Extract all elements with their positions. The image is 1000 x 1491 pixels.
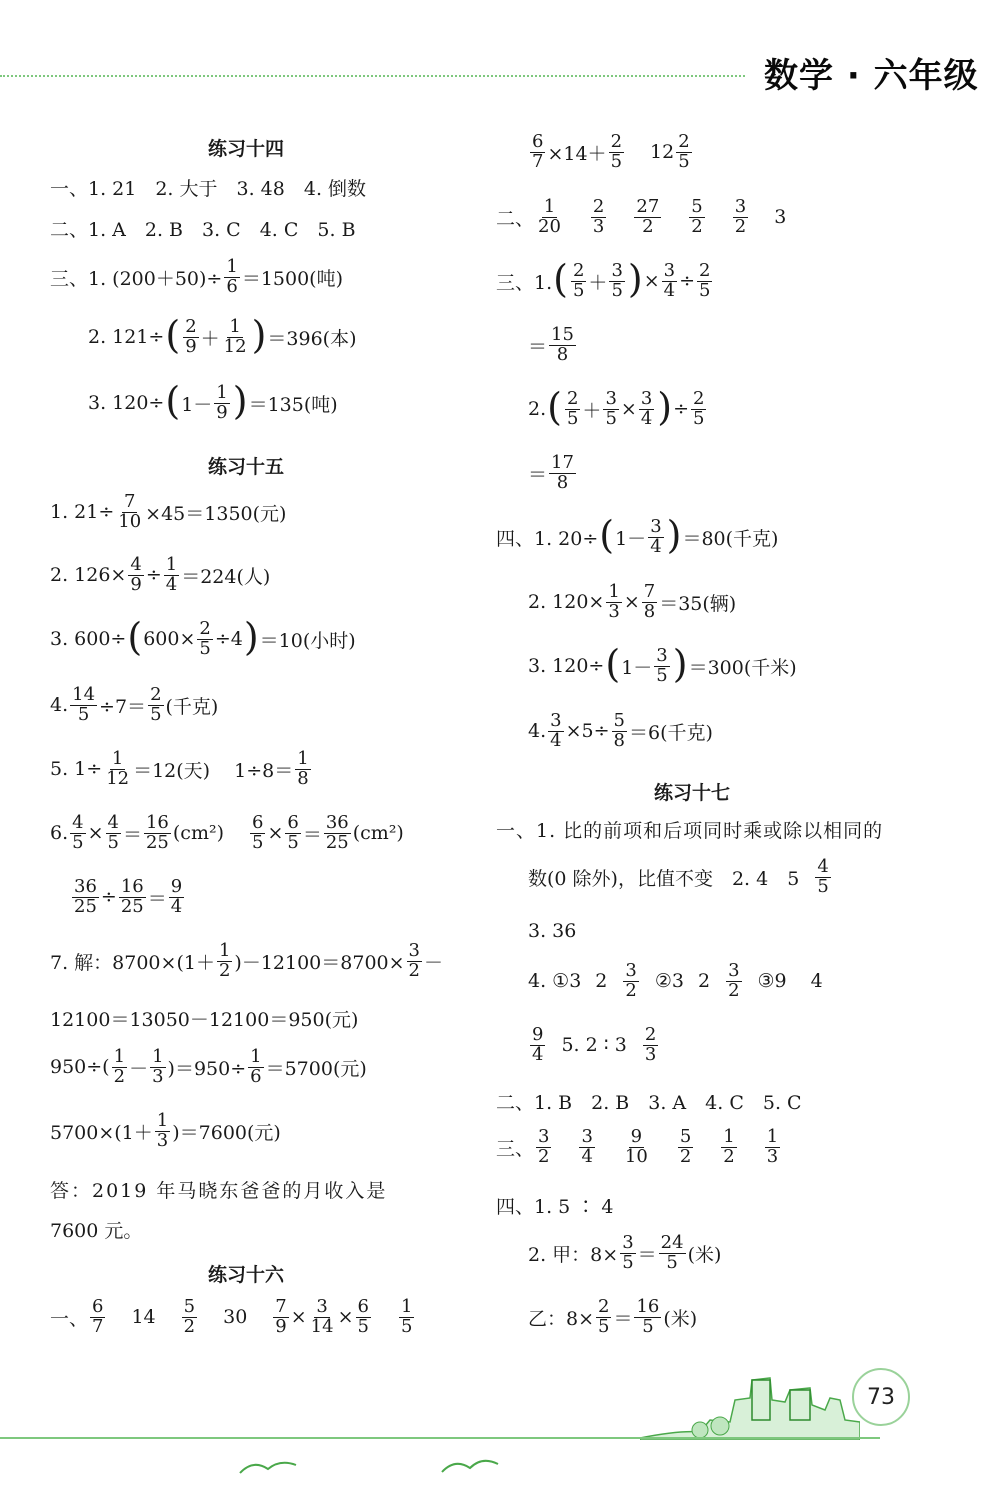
page-number: 73 [852,1368,910,1426]
answer-line: 答：2019 年马晓东爸爸的月收入是 [50,1180,388,1202]
equation-line: 2. ( 2 5 ＋ $\frac{3}{5}$ × $\frac{3}{4}$ ) ÷ $\frac{2}{5}$ [528,385,705,430]
equation-line: 4. $\frac{3}{4}$ ×5÷ $\frac{5}{8}$ ＝6(千克) [528,710,713,751]
equation-line: 12100＝13050－12100＝950(元) [50,1009,359,1031]
equation-line: 三、1. ( 2 5 ＋ 3 5 ) × $\frac{3}{4}$ ÷ $\frac{2}{5}$ [496,257,711,302]
equation-line: 9 4 5. 2 ∶ 3 2 3 [532,1024,657,1065]
equation-line: ＝ 15 8 [528,324,574,365]
equation-line: 7. 解：8700×(1＋ 1 2 )－12100＝8700× $\frac{3}{2}$ － [50,940,444,981]
page-header-title: 数学 · 六年级 [764,56,979,96]
equation-line: $\frac{6}{7}$ ×14＋ 2 5 12 2 5 [532,131,690,172]
section-title-16: 练习十六 [208,1264,285,1286]
city-illustration [640,1360,860,1440]
answer-line: 7600 元。 [50,1220,143,1242]
equation-line: 一、 6 7 14 5 2 30 $\frac{7}{9}$ × $\frac{3}{14}$ × $\frac{6}{5}$ 1 5 [50,1296,413,1337]
equation-line: 2. 甲：8× $\frac{3}{5}$ ＝ 24 5 (米) [528,1232,722,1273]
header-dotted-line [0,75,745,77]
answer-line: 四、1. 5 ∶ 4 [496,1196,614,1218]
answer-line: 二、1. B 2. B 3. A 4. C 5. C [496,1092,802,1114]
equation-line: 1. 21÷ $\frac{7}{10}$ ×45＝1350(元) [50,491,287,532]
answer-line: 一、1. 比的前项和后项同时乘或除以相同的 [496,820,884,842]
equation-line: 6. $\frac{4}{5}$ × $\frac{4}{5}$ ＝ 16 25 (cm²) $\frac{6}{5}$ × $\frac{6}{5}$ ＝ 36 25 (cm²) [50,812,404,853]
equation-line: 3. 600÷ ( 600× $\frac{2}{5}$ ÷4 ) ＝10(小时) [50,615,356,660]
equation-line: 二、 1 20 2 3 27 2 5 2 3 2 3 [496,196,787,237]
equation-line: 3. 120÷ ( 1－ 3 5 ) ＝300(千米) [528,642,797,687]
equation-line: 4. ①3 2 3 2 ②3 2 3 2 ③9 4 [528,960,823,1001]
answer-line: 一、1. 21 2. 大于 3. 48 4. 倒数 [50,178,367,200]
equation-line: 5. 1÷ $\frac{1}{12}$ ＝12(天) 1÷8＝ 1 8 [50,748,309,789]
equation-line: 三、1. (200＋50)÷ $\frac{1}{6}$ ＝1500(吨) [50,256,343,297]
equation-line: 2. 120× $\frac{1}{3}$ × $\frac{7}{8}$ ＝35(辆) [528,581,737,622]
equation-line: 乙：8× $\frac{2}{5}$ ＝ 16 5 (米) [528,1296,698,1337]
bird-icon [238,1455,298,1477]
equation-line: 2. 126× $\frac{4}{9}$ ÷ $\frac{1}{4}$ ＝224(人) [50,554,271,595]
answer-text: 数(0 除外)，比值不变 2. 4 5 [528,867,800,890]
equation-line: 三、 3 2 3 4 9 10 5 2 1 2 1 3 [496,1126,779,1167]
equation-line: 950÷( 1 2 － 1 3 )＝950÷ $\frac{1}{6}$ ＝5700(元) [50,1046,367,1087]
equation-line: 四、1. 20÷ ( 1－ 3 4 ) ＝80(千克) [496,513,779,558]
section-title-14: 练习十四 [208,138,285,160]
equation-line: 5700×(1＋ 1 3 )＝7600(元) [50,1110,281,1151]
answer-line: 二、1. A 2. B 3. C 4. C 5. B [50,219,356,241]
equation-line: 数(0 除外)，比值不变 2. 4 5 4 5 [528,856,829,897]
section-title-15: 练习十五 [208,456,285,478]
equation-line: ＝ 17 8 [528,452,574,493]
answer-line: 3. 36 [528,920,577,942]
equation-line: 2. 121÷ ( 2 9 ＋ 1 12 ) ＝396(本) [88,313,357,358]
equation-line: $\frac{36}{25}$ ÷ $\frac{16}{25}$ ＝ 9 4 [74,876,183,917]
equation-line: 4. $\frac{14}{5}$ ÷7＝ 2 5 (千克) [50,684,219,725]
equation-line: 3. 120÷ ( 1－ 1 9 ) ＝135(吨) [88,379,338,424]
footer-line [0,1437,880,1439]
bird-icon [440,1452,500,1476]
section-title-17: 练习十七 [654,782,731,804]
